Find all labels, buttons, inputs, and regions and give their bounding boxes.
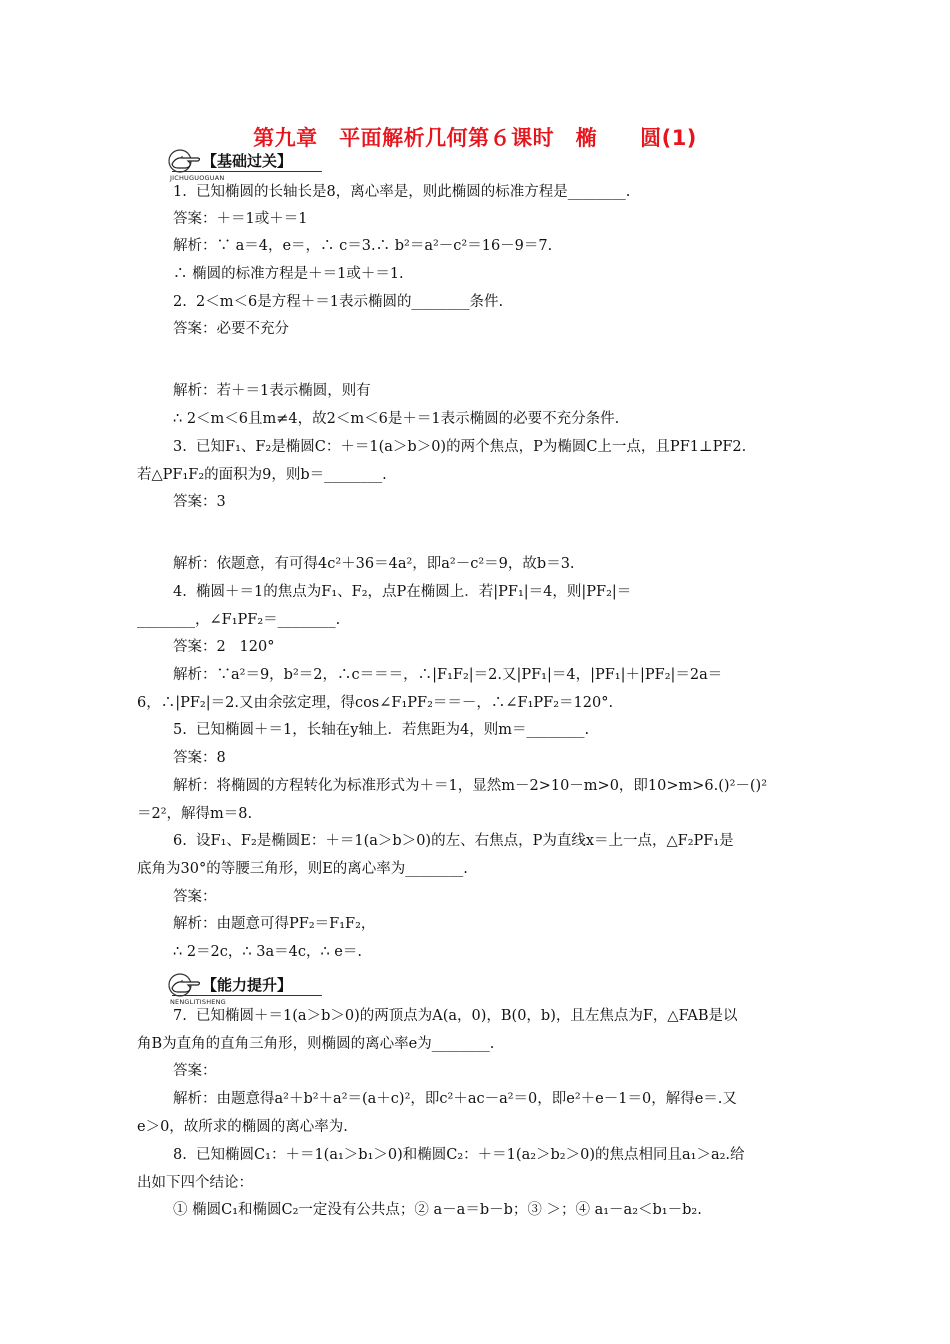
text-line: e＞0，故所求的椭圆的离心率为. bbox=[137, 1119, 348, 1135]
text-line: 解析：由题意可得PF₂＝F₁F₂， bbox=[173, 916, 376, 932]
text-line: 6. 设F₁、F₂是椭圆E：＋＝1(a＞b＞0)的左、右焦点，P为直线x＝上一点，△F₂PF₁是 bbox=[173, 833, 734, 849]
text-line: 2. 2＜m＜6是方程＋＝1表示椭圆的________条件. bbox=[173, 294, 504, 310]
section-label-advanced: 【能力提升】 bbox=[202, 976, 293, 994]
text-line: 答案： bbox=[173, 889, 217, 905]
page-title: 第九章 平面解析几何第６课时 椭 圆(1) bbox=[253, 126, 697, 150]
section-pinyin-advanced: NENGLITISHENG bbox=[170, 998, 226, 1006]
text-line: ＝2²，解得m＝8. bbox=[137, 806, 253, 822]
text-line: ① 椭圆C₁和椭圆C₂一定没有公共点；② a－a＝b－b；③ ＞；④ a₁－a₂＜b₁－b₂. bbox=[173, 1202, 702, 1218]
section-label-basic: 【基础过关】 bbox=[202, 152, 293, 170]
text-line: ∴ 2＝2c，∴ 3a＝4c，∴ e＝. bbox=[173, 944, 362, 960]
text-line: 解析：若＋＝1表示椭圆，则有 bbox=[173, 383, 371, 399]
text-line: 出如下四个结论： bbox=[137, 1175, 253, 1191]
text-line: ________，∠F₁PF₂＝________. bbox=[137, 612, 341, 628]
text-line: 1. 已知椭圆的长轴长是8，离心率是，则此椭圆的标准方程是________. bbox=[173, 184, 631, 200]
text-line: 4. 椭圆＋＝1的焦点为F₁、F₂，点P在椭圆上．若|PF₁|＝4，则|PF₂|＝ bbox=[173, 584, 632, 600]
section-badge-advanced bbox=[168, 972, 328, 1006]
section-badge-basic bbox=[168, 148, 328, 182]
text-line: 答案： bbox=[173, 1063, 217, 1079]
text-line: 解析：将椭圆的方程转化为标准形式为＋＝1，显然m－2>10－m>0，即10>m>6.()²－()² bbox=[173, 778, 768, 794]
text-line: 答案：2 120° bbox=[173, 639, 275, 655]
text-line: 若△PF₁F₂的面积为9，则b＝________. bbox=[137, 467, 387, 483]
text-line: 答案：3 bbox=[173, 494, 226, 510]
text-line: 答案：8 bbox=[173, 750, 226, 766]
text-line: 角B为直角的直角三角形，则椭圆的离心率e为________. bbox=[137, 1036, 495, 1052]
text-line: 5. 已知椭圆＋＝1，长轴在y轴上．若焦距为4，则m＝________. bbox=[173, 722, 590, 738]
text-line: 7. 已知椭圆＋＝1(a＞b＞0)的两顶点为A(a，0)，B(0，b)，且左焦点为F，△FAB是以 bbox=[173, 1008, 738, 1024]
text-line: 解析：∵ a＝4，e＝，∴ c＝3.∴ b²＝a²－c²＝16－9＝7. bbox=[173, 238, 553, 254]
text-line: 解析：由题意得a²＋b²＋a²＝(a＋c)²，即c²＋ac－a²＝0，即e²＋e－1＝0，解得e＝.又 bbox=[173, 1091, 737, 1107]
text-line: 解析：依题意，有可得4c²＋36＝4a²，即a²－c²＝9，故b＝3. bbox=[173, 556, 575, 572]
divider bbox=[172, 995, 322, 996]
text-line: 答案：＋＝1或＋＝1 bbox=[173, 211, 308, 227]
text-line: 答案：必要不充分 bbox=[173, 321, 289, 337]
section-pinyin-basic: JICHUGUOGUAN bbox=[170, 174, 225, 182]
text-line: 底角为30°的等腰三角形，则E的离心率为________. bbox=[137, 861, 468, 877]
text-line: ∴ 2＜m＜6且m≠4，故2＜m＜6是＋＝1表示椭圆的必要不充分条件. bbox=[173, 411, 620, 427]
text-line: 解析：∵a²＝9，b²＝2，∴c＝＝＝，∴|F₁F₂|＝2.又|PF₁|＝4，|PF₁|＋|PF₂|＝2a＝ bbox=[173, 667, 723, 683]
divider bbox=[172, 171, 322, 172]
text-line: ∴ 椭圆的标准方程是＋＝1或＋＝1. bbox=[173, 266, 404, 282]
text-line: 6，∴|PF₂|＝2.又由余弦定理，得cos∠F₁PF₂＝＝－，∴∠F₁PF₂＝120°. bbox=[137, 695, 614, 711]
text-line: 3. 已知F₁、F₂是椭圆C：＋＝1(a＞b＞0)的两个焦点，P为椭圆C上一点，且PF1⊥PF2. bbox=[173, 439, 747, 455]
text-line: 8. 已知椭圆C₁：＋＝1(a₁＞b₁＞0)和椭圆C₂：＋＝1(a₂＞b₂＞0)的焦点相同且a₁＞a₂.给 bbox=[173, 1147, 745, 1163]
